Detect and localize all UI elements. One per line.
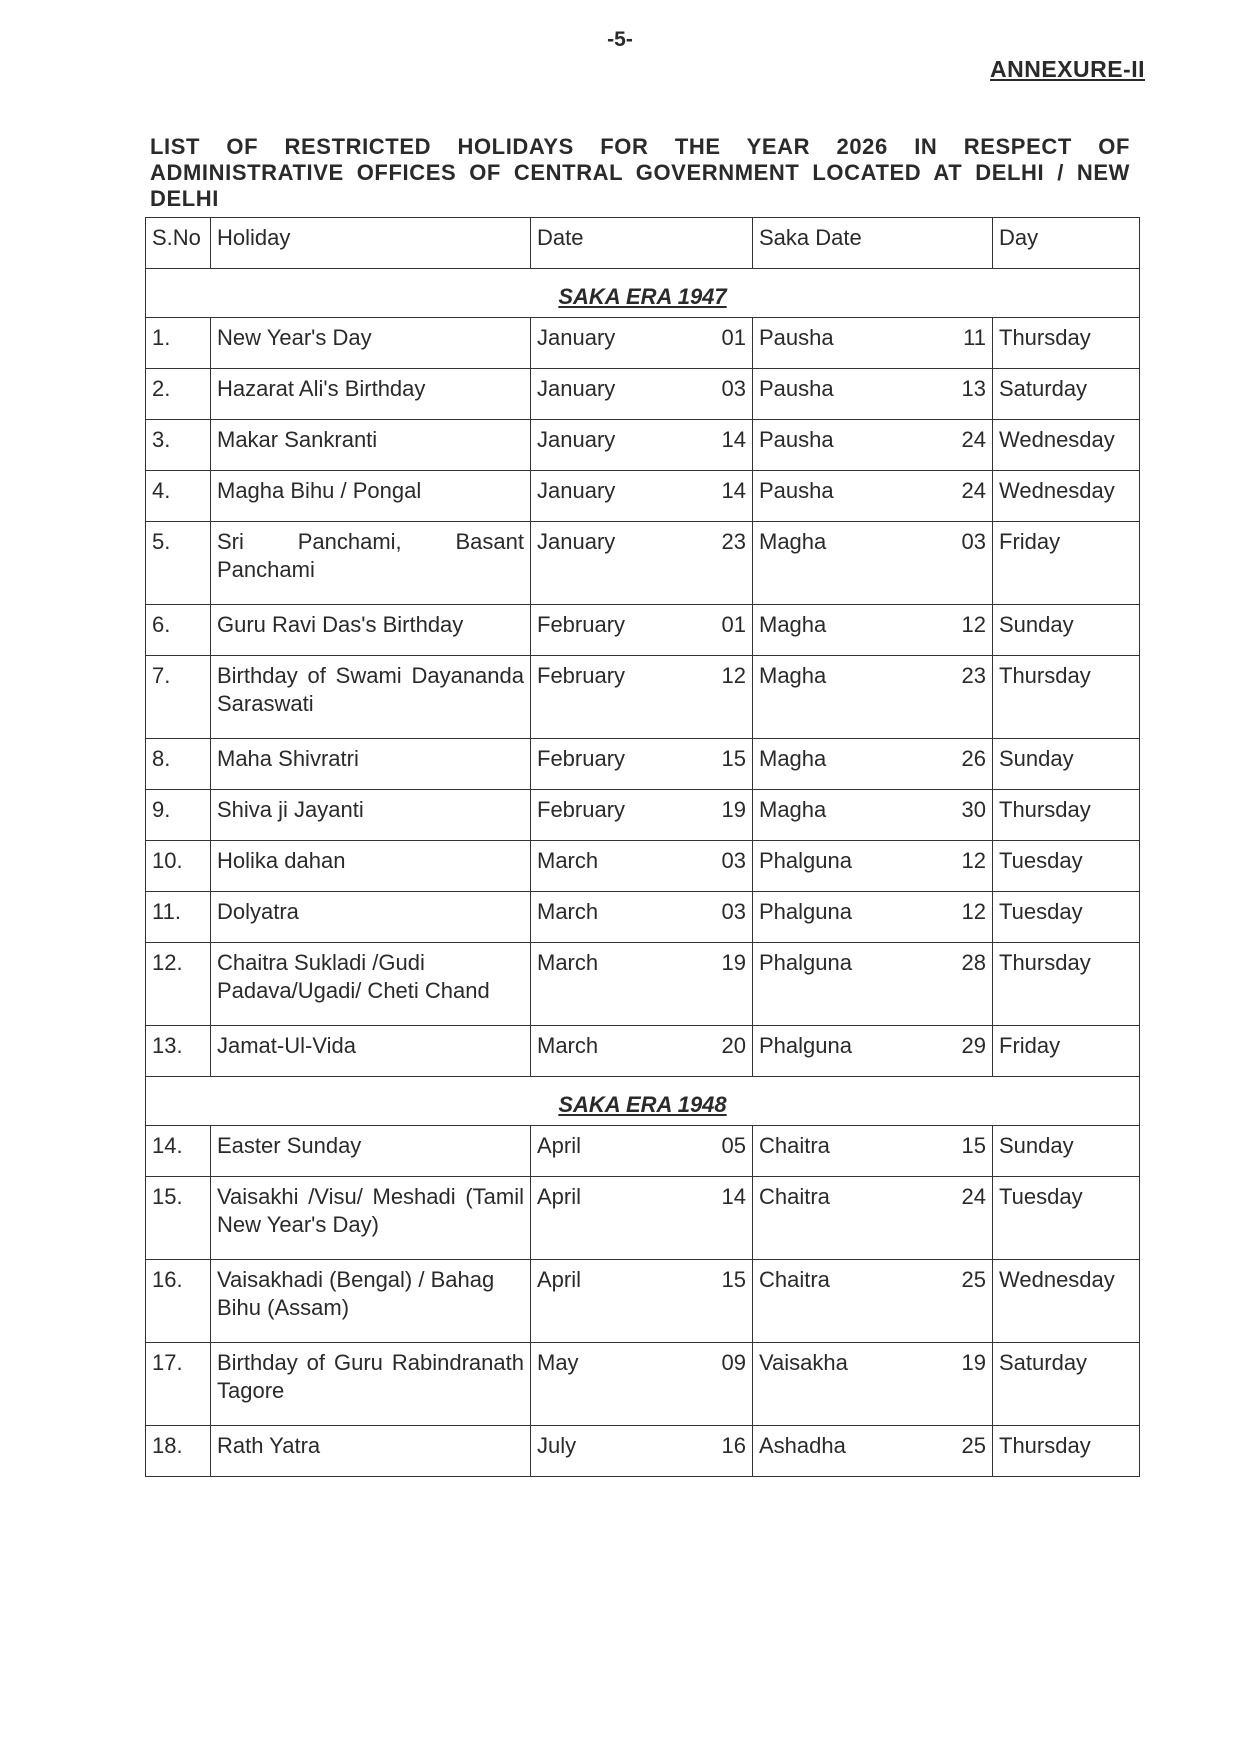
title-line-2: ADMINISTRATIVE OFFICES OF CENTRAL GOVERNMENT LOCATED AT DELHI / NEW	[150, 160, 1130, 185]
saka-month: Magha	[759, 797, 827, 822]
cell-date	[531, 471, 753, 522]
cell-holiday: Guru Ravi Das's Birthday	[211, 605, 531, 656]
header-sno: S.No	[146, 218, 211, 269]
saka-day-number: 25	[961, 1267, 986, 1292]
saka-month: Phalguna	[759, 950, 852, 975]
cell-date	[531, 420, 753, 471]
cell-date	[531, 522, 753, 605]
cell-day: Friday	[993, 1026, 1140, 1077]
era-row-1948	[146, 1077, 1140, 1126]
date-month: March	[537, 950, 599, 975]
date-day-number: 03	[721, 899, 746, 924]
date-day-number: 03	[721, 848, 746, 873]
cell-holiday: Vaisakhadi (Bengal) / Bahag Bihu (Assam)	[211, 1260, 531, 1343]
table-row	[146, 369, 1140, 420]
cell-saka-date	[753, 790, 993, 841]
saka-day-number: 30	[961, 797, 986, 822]
cell-day: Thursday	[993, 1426, 1140, 1477]
cell-sno: 12.	[146, 943, 211, 1026]
page-number: -5-	[607, 28, 633, 51]
cell-day: Thursday	[993, 943, 1140, 1026]
cell-day: Friday	[993, 522, 1140, 605]
saka-month: Ashadha	[759, 1433, 846, 1458]
cell-holiday: Makar Sankranti	[211, 420, 531, 471]
saka-month: Pausha	[759, 427, 834, 452]
saka-month: Magha	[759, 746, 827, 771]
cell-day: Thursday	[993, 656, 1140, 739]
date-day-number: 12	[721, 663, 746, 688]
era-label-1947: SAKA ERA 1947	[558, 284, 727, 309]
table-row	[146, 1126, 1140, 1177]
saka-month: Pausha	[759, 325, 834, 350]
date-month: January	[537, 529, 616, 554]
cell-date	[531, 841, 753, 892]
cell-day: Thursday	[993, 318, 1140, 369]
cell-sno: 18.	[146, 1426, 211, 1477]
cell-holiday: Birthday of Swami Dayananda Saraswati	[211, 656, 531, 739]
table-row	[146, 656, 1140, 739]
date-month: July	[537, 1433, 577, 1458]
saka-day-number: 28	[961, 950, 986, 975]
cell-saka-date	[753, 656, 993, 739]
cell-sno: 9.	[146, 790, 211, 841]
saka-day-number: 12	[961, 848, 986, 873]
era-label-1948: SAKA ERA 1948	[558, 1092, 727, 1117]
title-line-1: LIST OF RESTRICTED HOLIDAYS FOR THE YEAR 2026 IN RESPECT OF	[150, 134, 1130, 159]
header-date: Date	[531, 218, 753, 269]
cell-holiday: Birthday of Guru Rabindranath Tagore	[211, 1343, 531, 1426]
saka-month: Magha	[759, 612, 827, 637]
date-day-number: 01	[721, 612, 746, 637]
date-day-number: 01	[721, 325, 746, 350]
date-day-number: 19	[721, 797, 746, 822]
saka-day-number: 24	[961, 427, 986, 452]
table-row	[146, 471, 1140, 522]
cell-sno: 4.	[146, 471, 211, 522]
date-month: February	[537, 612, 626, 637]
saka-day-number: 13	[961, 376, 986, 401]
date-month: April	[537, 1184, 582, 1209]
cell-saka-date	[753, 1260, 993, 1343]
cell-day: Sunday	[993, 739, 1140, 790]
table-row	[146, 790, 1140, 841]
cell-holiday: Sri Panchami, Basant Panchami	[211, 522, 531, 605]
cell-day: Wednesday	[993, 420, 1140, 471]
saka-month: Chaitra	[759, 1267, 830, 1292]
saka-month: Magha	[759, 529, 827, 554]
cell-saka-date	[753, 892, 993, 943]
cell-sno: 8.	[146, 739, 211, 790]
cell-saka-date	[753, 943, 993, 1026]
saka-day-number: 26	[961, 746, 986, 771]
cell-holiday: Maha Shivratri	[211, 739, 531, 790]
cell-saka-date	[753, 739, 993, 790]
cell-date	[531, 1343, 753, 1426]
saka-day-number: 23	[961, 663, 986, 688]
cell-sno: 2.	[146, 369, 211, 420]
table-row	[146, 318, 1140, 369]
cell-holiday: Shiva ji Jayanti	[211, 790, 531, 841]
cell-day: Thursday	[993, 790, 1140, 841]
cell-sno: 13.	[146, 1026, 211, 1077]
cell-date	[531, 943, 753, 1026]
table-row	[146, 943, 1140, 1026]
cell-day: Wednesday	[993, 471, 1140, 522]
date-day-number: 19	[721, 950, 746, 975]
cell-holiday: New Year's Day	[211, 318, 531, 369]
date-day-number: 15	[721, 746, 746, 771]
cell-sno: 5.	[146, 522, 211, 605]
cell-date	[531, 1126, 753, 1177]
cell-date	[531, 369, 753, 420]
date-month: May	[537, 1350, 579, 1375]
cell-date	[531, 1177, 753, 1260]
cell-saka-date	[753, 471, 993, 522]
date-month: February	[537, 663, 626, 688]
cell-sno: 11.	[146, 892, 211, 943]
cell-saka-date	[753, 522, 993, 605]
date-month: February	[537, 797, 626, 822]
cell-day: Wednesday	[993, 1260, 1140, 1343]
table-row	[146, 892, 1140, 943]
header-saka-date: Saka Date	[753, 218, 993, 269]
date-day-number: 05	[721, 1133, 746, 1158]
date-month: January	[537, 427, 616, 452]
date-month: January	[537, 325, 616, 350]
restricted-holidays-table	[145, 217, 1140, 1477]
document-title	[150, 134, 1130, 212]
cell-saka-date	[753, 1126, 993, 1177]
cell-day: Tuesday	[993, 841, 1140, 892]
cell-date	[531, 656, 753, 739]
date-month: January	[537, 376, 616, 401]
cell-sno: 1.	[146, 318, 211, 369]
date-day-number: 14	[721, 478, 746, 503]
header-holiday: Holiday	[211, 218, 531, 269]
saka-day-number: 24	[961, 478, 986, 503]
date-day-number: 14	[721, 427, 746, 452]
cell-sno: 14.	[146, 1126, 211, 1177]
date-day-number: 23	[721, 529, 746, 554]
saka-day-number: 03	[961, 529, 986, 554]
table-row	[146, 420, 1140, 471]
saka-month: Pausha	[759, 478, 834, 503]
saka-day-number: 24	[961, 1184, 986, 1209]
cell-sno: 10.	[146, 841, 211, 892]
cell-date	[531, 1026, 753, 1077]
date-month: March	[537, 899, 599, 924]
date-month: April	[537, 1267, 582, 1292]
table-row	[146, 739, 1140, 790]
cell-holiday: Magha Bihu / Pongal	[211, 471, 531, 522]
cell-saka-date	[753, 420, 993, 471]
cell-day: Tuesday	[993, 1177, 1140, 1260]
date-day-number: 20	[721, 1033, 746, 1058]
cell-saka-date	[753, 1343, 993, 1426]
date-day-number: 16	[721, 1433, 746, 1458]
saka-month: Pausha	[759, 376, 834, 401]
cell-saka-date	[753, 605, 993, 656]
cell-date	[531, 892, 753, 943]
cell-date	[531, 1426, 753, 1477]
cell-date	[531, 318, 753, 369]
cell-holiday: Vaisakhi /Visu/ Meshadi (Tamil New Year's Day)	[211, 1177, 531, 1260]
saka-month: Magha	[759, 663, 827, 688]
cell-saka-date	[753, 1026, 993, 1077]
saka-month: Chaitra	[759, 1133, 830, 1158]
date-month: January	[537, 478, 616, 503]
cell-saka-date	[753, 841, 993, 892]
table-header-row	[146, 218, 1140, 269]
cell-sno: 7.	[146, 656, 211, 739]
table-row	[146, 522, 1140, 605]
saka-month: Vaisakha	[759, 1350, 848, 1375]
saka-day-number: 15	[961, 1133, 986, 1158]
title-line-3: DELHI	[150, 186, 219, 211]
cell-holiday: Jamat-Ul-Vida	[211, 1026, 531, 1077]
cell-holiday: Holika dahan	[211, 841, 531, 892]
saka-month: Phalguna	[759, 899, 852, 924]
saka-day-number: 12	[961, 612, 986, 637]
date-month: March	[537, 848, 599, 873]
cell-holiday: Chaitra Sukladi /Gudi Padava/Ugadi/ Cheti Chand	[211, 943, 531, 1026]
saka-month: Phalguna	[759, 848, 852, 873]
table-row	[146, 1026, 1140, 1077]
cell-sno: 6.	[146, 605, 211, 656]
table-row	[146, 841, 1140, 892]
cell-sno: 16.	[146, 1260, 211, 1343]
table-row	[146, 1260, 1140, 1343]
date-month: April	[537, 1133, 582, 1158]
saka-day-number: 29	[961, 1033, 986, 1058]
cell-date	[531, 605, 753, 656]
header-day: Day	[993, 218, 1140, 269]
cell-saka-date	[753, 318, 993, 369]
cell-day: Saturday	[993, 1343, 1140, 1426]
date-day-number: 09	[721, 1350, 746, 1375]
annexure-label: ANNEXURE-II	[989, 56, 1145, 82]
cell-saka-date	[753, 1177, 993, 1260]
date-day-number: 15	[721, 1267, 746, 1292]
date-day-number: 03	[721, 376, 746, 401]
cell-holiday: Hazarat Ali's Birthday	[211, 369, 531, 420]
cell-saka-date	[753, 1426, 993, 1477]
date-month: March	[537, 1033, 599, 1058]
cell-sno: 17.	[146, 1343, 211, 1426]
saka-month: Phalguna	[759, 1033, 852, 1058]
cell-day: Sunday	[993, 1126, 1140, 1177]
table-row	[146, 1426, 1140, 1477]
cell-date	[531, 790, 753, 841]
saka-month: Chaitra	[759, 1184, 830, 1209]
cell-day: Sunday	[993, 605, 1140, 656]
cell-sno: 15.	[146, 1177, 211, 1260]
cell-day: Tuesday	[993, 892, 1140, 943]
cell-sno: 3.	[146, 420, 211, 471]
saka-day-number: 25	[961, 1433, 986, 1458]
cell-saka-date	[753, 369, 993, 420]
table-row	[146, 1177, 1140, 1260]
cell-date	[531, 739, 753, 790]
cell-day: Saturday	[993, 369, 1140, 420]
table-row	[146, 1343, 1140, 1426]
cell-holiday: Rath Yatra	[211, 1426, 531, 1477]
table-row	[146, 605, 1140, 656]
date-day-number: 14	[721, 1184, 746, 1209]
cell-holiday: Dolyatra	[211, 892, 531, 943]
saka-day-number: 11	[963, 325, 986, 350]
saka-day-number: 19	[961, 1350, 986, 1375]
cell-holiday: Easter Sunday	[211, 1126, 531, 1177]
date-month: February	[537, 746, 626, 771]
era-row-1947	[146, 269, 1140, 318]
saka-day-number: 12	[961, 899, 986, 924]
cell-date	[531, 1260, 753, 1343]
